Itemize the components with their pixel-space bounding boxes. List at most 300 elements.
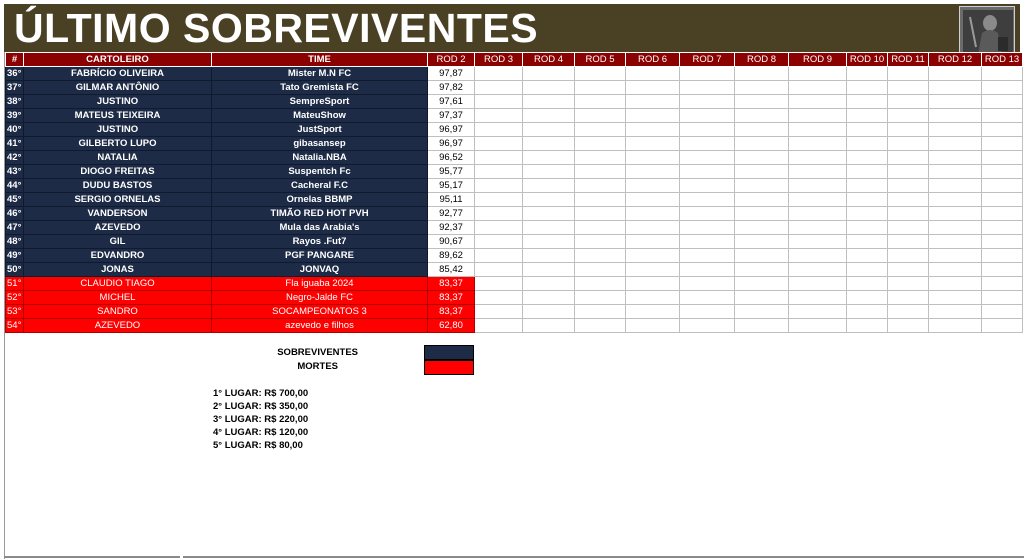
rod11-score-cell[interactable] [888, 249, 929, 263]
rod3-score-cell[interactable] [475, 165, 523, 179]
rod10-score-cell[interactable] [847, 179, 888, 193]
team-cell[interactable]: PGF PANGARE [212, 249, 428, 263]
framed-photo-icon[interactable] [959, 6, 1015, 56]
col-header-rod2[interactable]: ROD 2 [428, 53, 475, 67]
rod4-score-cell[interactable] [523, 249, 575, 263]
rod12-score-cell[interactable] [929, 305, 982, 319]
rod9-score-cell[interactable] [789, 263, 847, 277]
rod10-score-cell[interactable] [847, 235, 888, 249]
rod4-score-cell[interactable] [523, 235, 575, 249]
team-cell[interactable]: Mister M.N FC [212, 67, 428, 81]
rod9-score-cell[interactable] [789, 193, 847, 207]
team-cell[interactable]: MateuShow [212, 109, 428, 123]
col-header-rod6[interactable]: ROD 6 [626, 53, 680, 67]
rod5-score-cell[interactable] [575, 67, 626, 81]
rod6-score-cell[interactable] [626, 249, 680, 263]
rod11-score-cell[interactable] [888, 235, 929, 249]
col-header-rod10[interactable]: ROD 10 [847, 53, 888, 67]
rod9-score-cell[interactable] [789, 151, 847, 165]
rod11-score-cell[interactable] [888, 193, 929, 207]
rod7-score-cell[interactable] [680, 95, 735, 109]
rod5-score-cell[interactable] [575, 109, 626, 123]
rod13-score-cell[interactable] [982, 179, 1023, 193]
rod2-score-cell[interactable]: 97,82 [428, 81, 475, 95]
rod5-score-cell[interactable] [575, 277, 626, 291]
rod3-score-cell[interactable] [475, 109, 523, 123]
rod8-score-cell[interactable] [735, 207, 789, 221]
position-cell[interactable]: 38° [6, 95, 24, 109]
rod7-score-cell[interactable] [680, 179, 735, 193]
col-header-rod4[interactable]: ROD 4 [523, 53, 575, 67]
position-cell[interactable]: 42° [6, 151, 24, 165]
position-cell[interactable]: 48° [6, 235, 24, 249]
team-cell[interactable]: TIMÃO RED HOT PVH [212, 207, 428, 221]
rod2-score-cell[interactable]: 97,87 [428, 67, 475, 81]
team-cell[interactable]: JONVAQ [212, 263, 428, 277]
rod9-score-cell[interactable] [789, 249, 847, 263]
rod11-score-cell[interactable] [888, 263, 929, 277]
rod4-score-cell[interactable] [523, 123, 575, 137]
cartoleiro-cell[interactable]: AZEVEDO [24, 221, 212, 235]
rod8-score-cell[interactable] [735, 123, 789, 137]
rod3-score-cell[interactable] [475, 319, 523, 333]
rod2-score-cell[interactable]: 96,97 [428, 137, 475, 151]
rod12-score-cell[interactable] [929, 165, 982, 179]
rod5-score-cell[interactable] [575, 151, 626, 165]
cartoleiro-cell[interactable]: FABRÍCIO OLIVEIRA [24, 67, 212, 81]
rod13-score-cell[interactable] [982, 165, 1023, 179]
rod3-score-cell[interactable] [475, 263, 523, 277]
rod2-score-cell[interactable]: 95,17 [428, 179, 475, 193]
rod7-score-cell[interactable] [680, 81, 735, 95]
rod13-score-cell[interactable] [982, 319, 1023, 333]
rod8-score-cell[interactable] [735, 67, 789, 81]
rod11-score-cell[interactable] [888, 207, 929, 221]
rod5-score-cell[interactable] [575, 221, 626, 235]
rod7-score-cell[interactable] [680, 109, 735, 123]
rod13-score-cell[interactable] [982, 67, 1023, 81]
rod2-score-cell[interactable]: 83,37 [428, 277, 475, 291]
rod13-score-cell[interactable] [982, 193, 1023, 207]
rod12-score-cell[interactable] [929, 81, 982, 95]
position-cell[interactable]: 40° [6, 123, 24, 137]
team-cell[interactable]: Suspentch Fc [212, 165, 428, 179]
rod5-score-cell[interactable] [575, 165, 626, 179]
rod8-score-cell[interactable] [735, 151, 789, 165]
rod2-score-cell[interactable]: 89,62 [428, 249, 475, 263]
rod13-score-cell[interactable] [982, 263, 1023, 277]
rod4-score-cell[interactable] [523, 151, 575, 165]
rod8-score-cell[interactable] [735, 235, 789, 249]
rod2-score-cell[interactable]: 90,67 [428, 235, 475, 249]
rod11-score-cell[interactable] [888, 305, 929, 319]
rod6-score-cell[interactable] [626, 179, 680, 193]
cartoleiro-cell[interactable]: GIL [24, 235, 212, 249]
rod9-score-cell[interactable] [789, 137, 847, 151]
rod13-score-cell[interactable] [982, 151, 1023, 165]
rod11-score-cell[interactable] [888, 95, 929, 109]
cartoleiro-cell[interactable]: CLAUDIO TIAGO [24, 277, 212, 291]
rod9-score-cell[interactable] [789, 291, 847, 305]
rod8-score-cell[interactable] [735, 221, 789, 235]
rod5-score-cell[interactable] [575, 263, 626, 277]
rod8-score-cell[interactable] [735, 179, 789, 193]
rod7-score-cell[interactable] [680, 291, 735, 305]
rod2-score-cell[interactable]: 85,42 [428, 263, 475, 277]
rod7-score-cell[interactable] [680, 249, 735, 263]
rod8-score-cell[interactable] [735, 81, 789, 95]
rod6-score-cell[interactable] [626, 151, 680, 165]
rod13-score-cell[interactable] [982, 95, 1023, 109]
rod8-score-cell[interactable] [735, 165, 789, 179]
rod8-score-cell[interactable] [735, 95, 789, 109]
rod6-score-cell[interactable] [626, 137, 680, 151]
rod6-score-cell[interactable] [626, 207, 680, 221]
col-header-rod9[interactable]: ROD 9 [789, 53, 847, 67]
rod6-score-cell[interactable] [626, 109, 680, 123]
team-cell[interactable]: Rayos .Fut7 [212, 235, 428, 249]
cartoleiro-cell[interactable]: MICHEL [24, 291, 212, 305]
cartoleiro-cell[interactable]: NATALIA [24, 151, 212, 165]
rod9-score-cell[interactable] [789, 95, 847, 109]
position-cell[interactable]: 43° [6, 165, 24, 179]
rod3-score-cell[interactable] [475, 95, 523, 109]
cartoleiro-cell[interactable]: JUSTINO [24, 95, 212, 109]
rod5-score-cell[interactable] [575, 137, 626, 151]
rod5-score-cell[interactable] [575, 291, 626, 305]
rod6-score-cell[interactable] [626, 305, 680, 319]
rod8-score-cell[interactable] [735, 305, 789, 319]
rod4-score-cell[interactable] [523, 193, 575, 207]
rod5-score-cell[interactable] [575, 193, 626, 207]
rod3-score-cell[interactable] [475, 305, 523, 319]
rod5-score-cell[interactable] [575, 235, 626, 249]
rod10-score-cell[interactable] [847, 305, 888, 319]
rod7-score-cell[interactable] [680, 277, 735, 291]
rod11-score-cell[interactable] [888, 221, 929, 235]
rod8-score-cell[interactable] [735, 193, 789, 207]
col-header-position[interactable]: # [6, 53, 24, 67]
rod9-score-cell[interactable] [789, 319, 847, 333]
rod6-score-cell[interactable] [626, 263, 680, 277]
rod7-score-cell[interactable] [680, 165, 735, 179]
rod4-score-cell[interactable] [523, 263, 575, 277]
rod3-score-cell[interactable] [475, 179, 523, 193]
rod7-score-cell[interactable] [680, 263, 735, 277]
rod12-score-cell[interactable] [929, 151, 982, 165]
rod4-score-cell[interactable] [523, 179, 575, 193]
rod13-score-cell[interactable] [982, 137, 1023, 151]
team-cell[interactable]: azevedo e filhos [212, 319, 428, 333]
position-cell[interactable]: 52° [6, 291, 24, 305]
rod11-score-cell[interactable] [888, 291, 929, 305]
rod7-score-cell[interactable] [680, 137, 735, 151]
rod12-score-cell[interactable] [929, 291, 982, 305]
rod4-score-cell[interactable] [523, 319, 575, 333]
legend-deaths-swatch[interactable] [424, 360, 474, 375]
rod12-score-cell[interactable] [929, 249, 982, 263]
cartoleiro-cell[interactable]: JUSTINO [24, 123, 212, 137]
rod10-score-cell[interactable] [847, 193, 888, 207]
rod11-score-cell[interactable] [888, 277, 929, 291]
rod8-score-cell[interactable] [735, 291, 789, 305]
rod4-score-cell[interactable] [523, 137, 575, 151]
rod13-score-cell[interactable] [982, 221, 1023, 235]
rod12-score-cell[interactable] [929, 221, 982, 235]
col-header-rod13[interactable]: ROD 13 [982, 53, 1023, 67]
rod10-score-cell[interactable] [847, 95, 888, 109]
legend-survivors-swatch[interactable] [424, 345, 474, 360]
position-cell[interactable]: 44° [6, 179, 24, 193]
rod8-score-cell[interactable] [735, 249, 789, 263]
rod2-score-cell[interactable]: 92,77 [428, 207, 475, 221]
rod6-score-cell[interactable] [626, 221, 680, 235]
rod4-score-cell[interactable] [523, 291, 575, 305]
rod7-score-cell[interactable] [680, 305, 735, 319]
rod4-score-cell[interactable] [523, 81, 575, 95]
rod8-score-cell[interactable] [735, 137, 789, 151]
rod9-score-cell[interactable] [789, 207, 847, 221]
col-header-time[interactable]: TIME [212, 53, 428, 67]
rod3-score-cell[interactable] [475, 291, 523, 305]
rod6-score-cell[interactable] [626, 193, 680, 207]
rod10-score-cell[interactable] [847, 249, 888, 263]
team-cell[interactable]: Negro-Jalde FC [212, 291, 428, 305]
rod3-score-cell[interactable] [475, 277, 523, 291]
position-cell[interactable]: 36° [6, 67, 24, 81]
rod7-score-cell[interactable] [680, 151, 735, 165]
rod2-score-cell[interactable]: 83,37 [428, 305, 475, 319]
rod6-score-cell[interactable] [626, 81, 680, 95]
rod11-score-cell[interactable] [888, 81, 929, 95]
rod13-score-cell[interactable] [982, 235, 1023, 249]
rod9-score-cell[interactable] [789, 179, 847, 193]
team-cell[interactable]: Cacheral F.C [212, 179, 428, 193]
rod13-score-cell[interactable] [982, 207, 1023, 221]
rod12-score-cell[interactable] [929, 207, 982, 221]
position-cell[interactable]: 41° [6, 137, 24, 151]
rod9-score-cell[interactable] [789, 81, 847, 95]
team-cell[interactable]: SempreSport [212, 95, 428, 109]
position-cell[interactable]: 54° [6, 319, 24, 333]
rod8-score-cell[interactable] [735, 319, 789, 333]
rod8-score-cell[interactable] [735, 109, 789, 123]
cartoleiro-cell[interactable]: SANDRO [24, 305, 212, 319]
rod10-score-cell[interactable] [847, 165, 888, 179]
rod12-score-cell[interactable] [929, 123, 982, 137]
rod12-score-cell[interactable] [929, 137, 982, 151]
rod2-score-cell[interactable]: 97,61 [428, 95, 475, 109]
rod11-score-cell[interactable] [888, 123, 929, 137]
cartoleiro-cell[interactable]: EDVANDRO [24, 249, 212, 263]
team-cell[interactable]: Fla iguaba 2024 [212, 277, 428, 291]
rod10-score-cell[interactable] [847, 67, 888, 81]
cartoleiro-cell[interactable]: MATEUS TEIXEIRA [24, 109, 212, 123]
team-cell[interactable]: gibasansep [212, 137, 428, 151]
rod12-score-cell[interactable] [929, 67, 982, 81]
rod3-score-cell[interactable] [475, 67, 523, 81]
rod9-score-cell[interactable] [789, 277, 847, 291]
rod12-score-cell[interactable] [929, 277, 982, 291]
rod9-score-cell[interactable] [789, 235, 847, 249]
rod2-score-cell[interactable]: 92,37 [428, 221, 475, 235]
cartoleiro-cell[interactable]: GILMAR ANTÔNIO [24, 81, 212, 95]
rod6-score-cell[interactable] [626, 277, 680, 291]
rod13-score-cell[interactable] [982, 249, 1023, 263]
rod3-score-cell[interactable] [475, 137, 523, 151]
rod12-score-cell[interactable] [929, 263, 982, 277]
rod13-score-cell[interactable] [982, 109, 1023, 123]
rod4-score-cell[interactable] [523, 95, 575, 109]
rod6-score-cell[interactable] [626, 319, 680, 333]
cartoleiro-cell[interactable]: DIOGO FREITAS [24, 165, 212, 179]
rod3-score-cell[interactable] [475, 249, 523, 263]
rod7-score-cell[interactable] [680, 319, 735, 333]
col-header-rod7[interactable]: ROD 7 [680, 53, 735, 67]
rod10-score-cell[interactable] [847, 207, 888, 221]
rod13-score-cell[interactable] [982, 81, 1023, 95]
team-cell[interactable]: Natalia.NBA [212, 151, 428, 165]
position-cell[interactable]: 37° [6, 81, 24, 95]
team-cell[interactable]: JustSport [212, 123, 428, 137]
rod6-score-cell[interactable] [626, 235, 680, 249]
rod2-score-cell[interactable]: 97,37 [428, 109, 475, 123]
cartoleiro-cell[interactable]: GILBERTO LUPO [24, 137, 212, 151]
rod5-score-cell[interactable] [575, 81, 626, 95]
rod2-score-cell[interactable]: 95,77 [428, 165, 475, 179]
position-cell[interactable]: 49° [6, 249, 24, 263]
rod11-score-cell[interactable] [888, 319, 929, 333]
rod3-score-cell[interactable] [475, 151, 523, 165]
rod4-score-cell[interactable] [523, 305, 575, 319]
rod4-score-cell[interactable] [523, 67, 575, 81]
col-header-rod5[interactable]: ROD 5 [575, 53, 626, 67]
rod3-score-cell[interactable] [475, 123, 523, 137]
col-header-rod11[interactable]: ROD 11 [888, 53, 929, 67]
rod12-score-cell[interactable] [929, 179, 982, 193]
rod10-score-cell[interactable] [847, 221, 888, 235]
rod9-score-cell[interactable] [789, 123, 847, 137]
rod10-score-cell[interactable] [847, 291, 888, 305]
rod9-score-cell[interactable] [789, 221, 847, 235]
position-cell[interactable]: 53° [6, 305, 24, 319]
col-header-cartoleiro[interactable]: CARTOLEIRO [24, 53, 212, 67]
rod5-score-cell[interactable] [575, 123, 626, 137]
rod9-score-cell[interactable] [789, 109, 847, 123]
rod4-score-cell[interactable] [523, 221, 575, 235]
rod3-score-cell[interactable] [475, 207, 523, 221]
rod10-score-cell[interactable] [847, 263, 888, 277]
rod2-score-cell[interactable]: 62,80 [428, 319, 475, 333]
rod10-score-cell[interactable] [847, 123, 888, 137]
rod5-score-cell[interactable] [575, 319, 626, 333]
rod7-score-cell[interactable] [680, 123, 735, 137]
rod10-score-cell[interactable] [847, 151, 888, 165]
rod5-score-cell[interactable] [575, 179, 626, 193]
rod13-score-cell[interactable] [982, 277, 1023, 291]
rod7-score-cell[interactable] [680, 67, 735, 81]
rod11-score-cell[interactable] [888, 179, 929, 193]
rod7-score-cell[interactable] [680, 193, 735, 207]
rod7-score-cell[interactable] [680, 207, 735, 221]
position-cell[interactable]: 47° [6, 221, 24, 235]
rod9-score-cell[interactable] [789, 305, 847, 319]
rod9-score-cell[interactable] [789, 67, 847, 81]
rod10-score-cell[interactable] [847, 109, 888, 123]
rod2-score-cell[interactable]: 95,11 [428, 193, 475, 207]
cartoleiro-cell[interactable]: JONAS [24, 263, 212, 277]
cartoleiro-cell[interactable]: DUDU BASTOS [24, 179, 212, 193]
rod12-score-cell[interactable] [929, 235, 982, 249]
rod5-score-cell[interactable] [575, 305, 626, 319]
rod11-score-cell[interactable] [888, 67, 929, 81]
rod12-score-cell[interactable] [929, 95, 982, 109]
rod13-score-cell[interactable] [982, 291, 1023, 305]
rod7-score-cell[interactable] [680, 235, 735, 249]
rod11-score-cell[interactable] [888, 109, 929, 123]
rod6-score-cell[interactable] [626, 67, 680, 81]
position-cell[interactable]: 46° [6, 207, 24, 221]
rod8-score-cell[interactable] [735, 277, 789, 291]
rod4-score-cell[interactable] [523, 109, 575, 123]
team-cell[interactable]: SOCAMPEONATOS 3 [212, 305, 428, 319]
cartoleiro-cell[interactable]: AZEVEDO [24, 319, 212, 333]
rod3-score-cell[interactable] [475, 81, 523, 95]
rod8-score-cell[interactable] [735, 263, 789, 277]
rod11-score-cell[interactable] [888, 137, 929, 151]
position-cell[interactable]: 51° [6, 277, 24, 291]
rod10-score-cell[interactable] [847, 137, 888, 151]
team-cell[interactable]: Mula das Arabia's [212, 221, 428, 235]
position-cell[interactable]: 50° [6, 263, 24, 277]
rod6-score-cell[interactable] [626, 291, 680, 305]
rod11-score-cell[interactable] [888, 151, 929, 165]
rod7-score-cell[interactable] [680, 221, 735, 235]
rod9-score-cell[interactable] [789, 165, 847, 179]
rod4-score-cell[interactable] [523, 277, 575, 291]
rod4-score-cell[interactable] [523, 165, 575, 179]
rod10-score-cell[interactable] [847, 81, 888, 95]
team-cell[interactable]: Tato Gremista FC [212, 81, 428, 95]
rod13-score-cell[interactable] [982, 305, 1023, 319]
team-cell[interactable]: Ornelas BBMP [212, 193, 428, 207]
rod12-score-cell[interactable] [929, 193, 982, 207]
rod4-score-cell[interactable] [523, 207, 575, 221]
rod5-score-cell[interactable] [575, 249, 626, 263]
rod5-score-cell[interactable] [575, 95, 626, 109]
position-cell[interactable]: 39° [6, 109, 24, 123]
rod11-score-cell[interactable] [888, 165, 929, 179]
rod12-score-cell[interactable] [929, 109, 982, 123]
rod5-score-cell[interactable] [575, 207, 626, 221]
rod3-score-cell[interactable] [475, 235, 523, 249]
rod12-score-cell[interactable] [929, 319, 982, 333]
col-header-rod12[interactable]: ROD 12 [929, 53, 982, 67]
rod2-score-cell[interactable]: 96,97 [428, 123, 475, 137]
rod3-score-cell[interactable] [475, 193, 523, 207]
rod10-score-cell[interactable] [847, 319, 888, 333]
col-header-rod3[interactable]: ROD 3 [475, 53, 523, 67]
col-header-rod8[interactable]: ROD 8 [735, 53, 789, 67]
cartoleiro-cell[interactable]: SERGIO ORNELAS [24, 193, 212, 207]
rod13-score-cell[interactable] [982, 123, 1023, 137]
rod10-score-cell[interactable] [847, 277, 888, 291]
cartoleiro-cell[interactable]: VANDERSON [24, 207, 212, 221]
rod6-score-cell[interactable] [626, 123, 680, 137]
rod2-score-cell[interactable]: 83,37 [428, 291, 475, 305]
rod3-score-cell[interactable] [475, 221, 523, 235]
rod2-score-cell[interactable]: 96,52 [428, 151, 475, 165]
